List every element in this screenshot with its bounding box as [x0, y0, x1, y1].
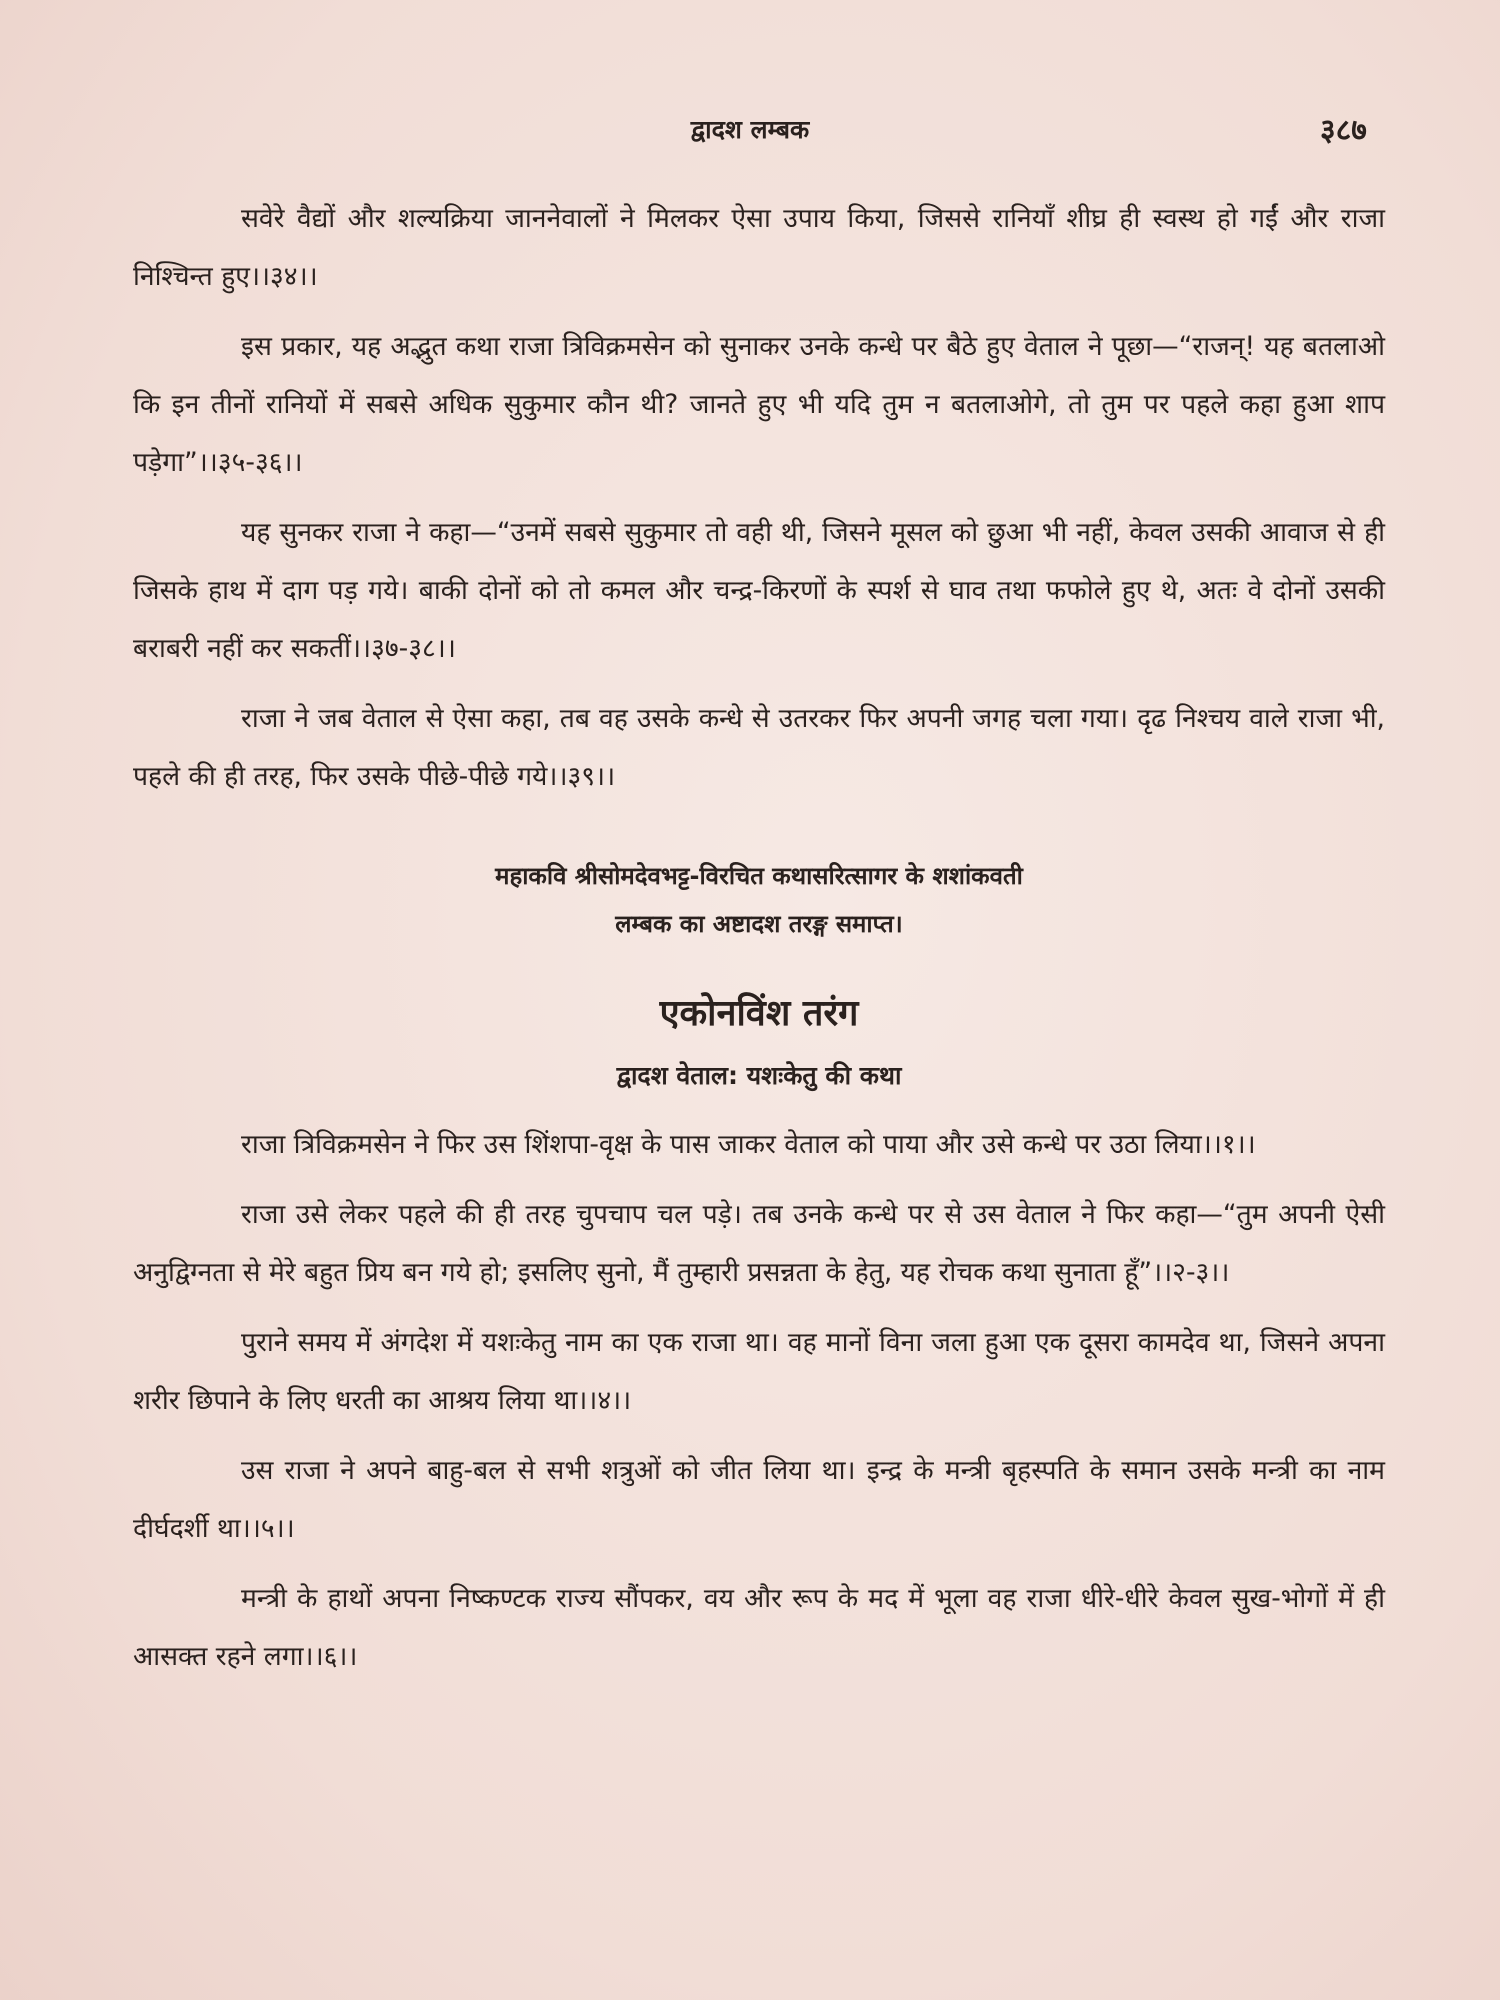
paragraph: सवेरे वैद्यों और शल्यक्रिया जाननेवालों ने मिलकर ऐसा उपाय किया, जिससे रानियाँ शीघ्र ही स्वस्थ हो गईं और राजा निश्चिन्त हुए।।३४।। — [133, 203, 1385, 292]
story-subtitle: द्वादश वेताल: यशःकेतु की कथा — [616, 1061, 902, 1090]
paragraph: राजा त्रिविक्रमसेन ने फिर उस शिंशपा-वृक्ष के पास जाकर वेताल को पाया और उसे कन्धे पर उठा लिया।।१।। — [241, 1129, 1256, 1160]
colophon-line: लम्बक का अष्टादश तरङ्ग समाप्त। — [615, 910, 903, 938]
chapter-colophon — [133, 852, 1385, 948]
chapter-title: एकोनविंश तरंग — [659, 993, 859, 1034]
paragraph: उस राजा ने अपने बाहु-बल से सभी शत्रुओं को जीत लिया था। इन्द्र के मन्त्री बृहस्पति के समान उसके मन्त्री का नाम दीर्घदर्शी था।।५।। — [133, 1455, 1385, 1544]
paragraph: इस प्रकार, यह अद्भुत कथा राजा त्रिविक्रमसेन को सुनाकर उनके कन्धे पर बैठे हुए वेताल ने पूछा—“राजन्! यह बतलाओ कि इन तीनों रानियों में सबसे अधिक सुकुमार कौन थी? जानते हुए भी यदि तुम न बतलाओगे, तो तुम पर पहले कहा हुआ शाप पड़ेगा”।।३५-३६।। — [133, 331, 1385, 478]
colophon-line: महाकवि श्रीसोमदेवभट्ट-विरचित कथासरित्सागर के शशांकवती — [495, 862, 1023, 890]
paragraph: मन्त्री के हाथों अपना निष्कण्टक राज्य सौंपकर, वय और रूप के मद में भूला वह राजा धीरे-धीरे केवल सुख-भोगों में ही आसक्त रहने लगा।।६।। — [133, 1583, 1385, 1672]
running-header: द्वादश लम्बक — [690, 115, 810, 144]
page-body — [133, 190, 1385, 1698]
paragraph: यह सुनकर राजा ने कहा—“उनमें सबसे सुकुमार तो वही थी, जिसने मूसल को छुआ भी नहीं, केवल उसकी आवाज से ही जिसके हाथ में दाग पड़ गये। बाकी दोनों को तो कमल और चन्द्र-किरणों के स्पर्श से घाव तथा फफोले हुए थे, अतः वे दोनों उसकी बराबरी नहीं कर सकतीं।।३७-३८।। — [133, 517, 1385, 664]
paragraph: पुराने समय में अंगदेश में यशःकेतु नाम का एक राजा था। वह मानों विना जला हुआ एक दूसरा कामदेव था, जिसने अपना शरीर छिपाने के लिए धरती का आश्रय लिया था।।४।। — [133, 1327, 1385, 1416]
paragraph: राजा उसे लेकर पहले की ही तरह चुपचाप चल पड़े। तब उनके कन्धे पर से उस वेताल ने फिर कहा—“तुम अपनी ऐसी अनुद्विग्नता से मेरे बहुत प्रिय बन गये हो; इसलिए सुनो, मैं तुम्हारी प्रसन्नता के हेतु, यह रोचक कथा सुनाता हूँ”।।२-३।। — [133, 1199, 1385, 1288]
paragraph: राजा ने जब वेताल से ऐसा कहा, तब वह उसके कन्धे से उतरकर फिर अपनी जगह चला गया। दृढ निश्चय वाले राजा भी, पहले की ही तरह, फिर उसके पीछे-पीछे गये।।३९।। — [133, 703, 1385, 792]
page-number: ३८७ — [1320, 113, 1367, 148]
